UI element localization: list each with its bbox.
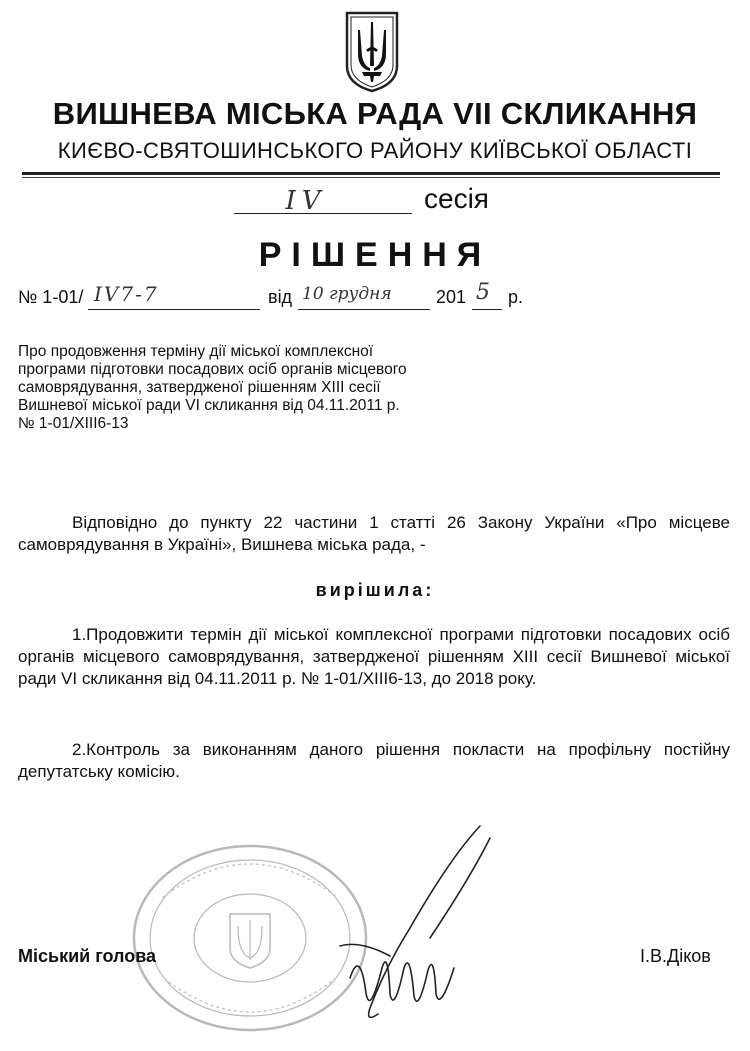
- organization-subtitle: КИЄВО-СВЯТОШИНСЬКОГО РАЙОНУ КИЇВСЬКОЇ ОБЛАСТІ: [57, 138, 693, 163]
- decision-item: 1.Продовжити термін дії міської комплексної програми підготовки посадових осіб органів місцевого самоврядування, затвердженої рішенням XIII сесії Вишневої міської ради VI скликання від 04.11.2011 р. № 1-01/XIII6-13, до 2018 року.: [18, 625, 730, 688]
- year-handwritten: 5: [476, 280, 490, 305]
- session-label: сесія: [424, 183, 489, 214]
- signature-name: І.В.Діков: [640, 946, 711, 966]
- year-prefix: 201: [436, 287, 467, 307]
- year-line: [472, 309, 502, 310]
- year-suffix: р.: [508, 287, 524, 307]
- header-divider-thin: [22, 177, 720, 178]
- trident-icon: [344, 10, 400, 94]
- decision-number-line: [88, 309, 260, 310]
- subject-line: Про продовження терміну дії міської комплексної: [18, 343, 374, 360]
- document-type: РІШЕННЯ: [258, 236, 492, 274]
- subject-line: Вишневої міської ради VI скликання від 04.11.2011 р.: [18, 397, 400, 414]
- decision-subject: [18, 343, 458, 433]
- legal-basis-paragraph: Відповідно до пункту 22 частини 1 статті 26 Закону України «Про місцеве самоврядування в Україні», Вишнева міська рада, -: [18, 513, 730, 554]
- header-divider: [22, 172, 720, 175]
- decision-number-prefix: № 1-01/: [18, 287, 84, 307]
- decided-heading: вирішила:: [315, 580, 435, 600]
- session-number: IV: [285, 186, 327, 216]
- date-line: [298, 309, 430, 310]
- session-number-line: [234, 213, 412, 214]
- organization-title: ВИШНЕВА МІСЬКА РАДА VII СКЛИКАННЯ: [52, 96, 698, 131]
- mayor-signature: [330, 818, 500, 1038]
- decision-number-handwritten: IV7-7: [94, 282, 159, 306]
- date-prefix: від: [268, 287, 293, 307]
- subject-line: № 1-01/XIII6-13: [18, 415, 129, 432]
- subject-line: самоврядування, затвердженої рішенням XIII сесії: [18, 379, 381, 396]
- signature-position: Міський голова: [18, 946, 157, 966]
- subject-line: програми підготовки посадових осіб органів місцевого: [18, 361, 407, 378]
- decision-item: 2.Контроль за виконанням даного рішення покласти на профільну постійну депутатську комісію.: [18, 740, 730, 781]
- date-handwritten: 10 грудня: [302, 284, 392, 304]
